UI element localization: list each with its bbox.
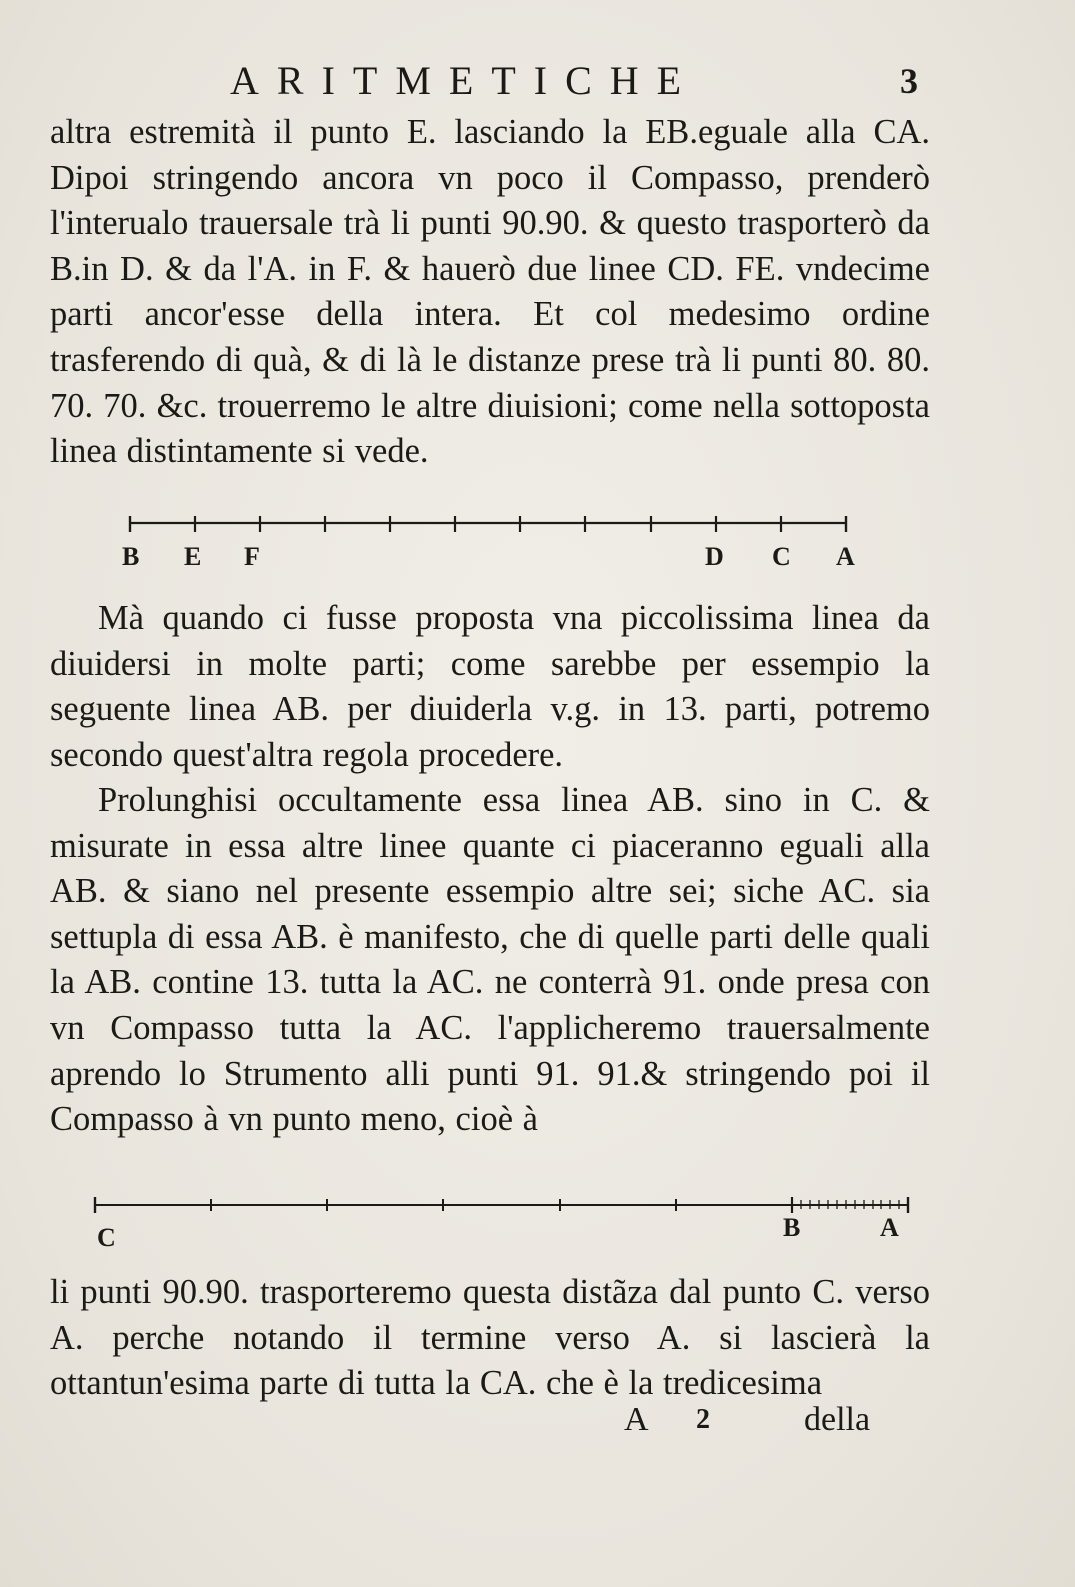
label-e: E (184, 542, 202, 571)
paragraph-4: li punti 90.90. trasporteremo questa distãza dal punto C. verso A. perche notando il termine verso A. si lascierà la ottantun'esima parte di tutta la CA. che è la tredicesima (50, 1273, 930, 1403)
label-f: F (244, 542, 260, 571)
paragraph-3: Prolunghisi occultamente essa linea AB. sino in C. & misurate in essa altre linee quante ci piaceranno eguali alla AB. & siano nel presente essempio altre sei; siche AC. sia settupla di essa AB. è manifesto, che di quelle parti delle quali la AB. contine 13. tutta la AC. ne conterrà 91. onde presa con vn Compasso tutta la AC. l'applicheremo trauersalmente aprendo lo Strumento alli punti 91. 91.& stringendo poi il Compasso à vn punto meno, cioè à (50, 781, 930, 1139)
divided-line-diagram (0, 506, 1075, 576)
label-a: A (880, 1213, 899, 1242)
label-d: D (705, 542, 724, 571)
label-b: B (122, 542, 140, 571)
label-a: A (836, 542, 855, 571)
prolonged-line-diagram (0, 1185, 1075, 1255)
page-number: 3 (900, 61, 918, 101)
prolonged-line-svg (0, 1185, 1075, 1255)
paragraph-2: Mà quando ci fusse proposta vna piccolissima linea da diuidersi in molte parti; come sarebbe per essempio la seguente linea AB. per diuiderla v.g. in 13. parti, potremo secondo quest'altra regola procedere. (50, 599, 930, 774)
catchword: della (804, 1401, 871, 1438)
signature-letter: A (624, 1401, 649, 1438)
running-head: ARITMETICHE (230, 58, 700, 103)
label-c: C (772, 542, 791, 571)
paragraph-1: altra estremità il punto E. lasciando la EB.eguale alla CA. Dipoi stringendo ancora vn poco il Compasso, prenderò l'interualo trauersale trà li punti 90.90. & questo trasporterò da B.in D. & da l'A. in F. & hauerò due linee CD. FE. vndecime parti ancor'esse della intera. Et col medesimo ordine trasferendo di quà, & di là le distanze prese trà li punti 80. 80. 70. 70. &c. trouerremo le altre diuisioni; come nella sottoposta linea distintamente si vede. (50, 113, 930, 471)
page-header (0, 56, 1075, 106)
label-b: B (783, 1213, 801, 1242)
label-c: C (97, 1223, 116, 1252)
signature-number: 2 (696, 1404, 710, 1435)
divided-line-svg (0, 506, 1075, 576)
